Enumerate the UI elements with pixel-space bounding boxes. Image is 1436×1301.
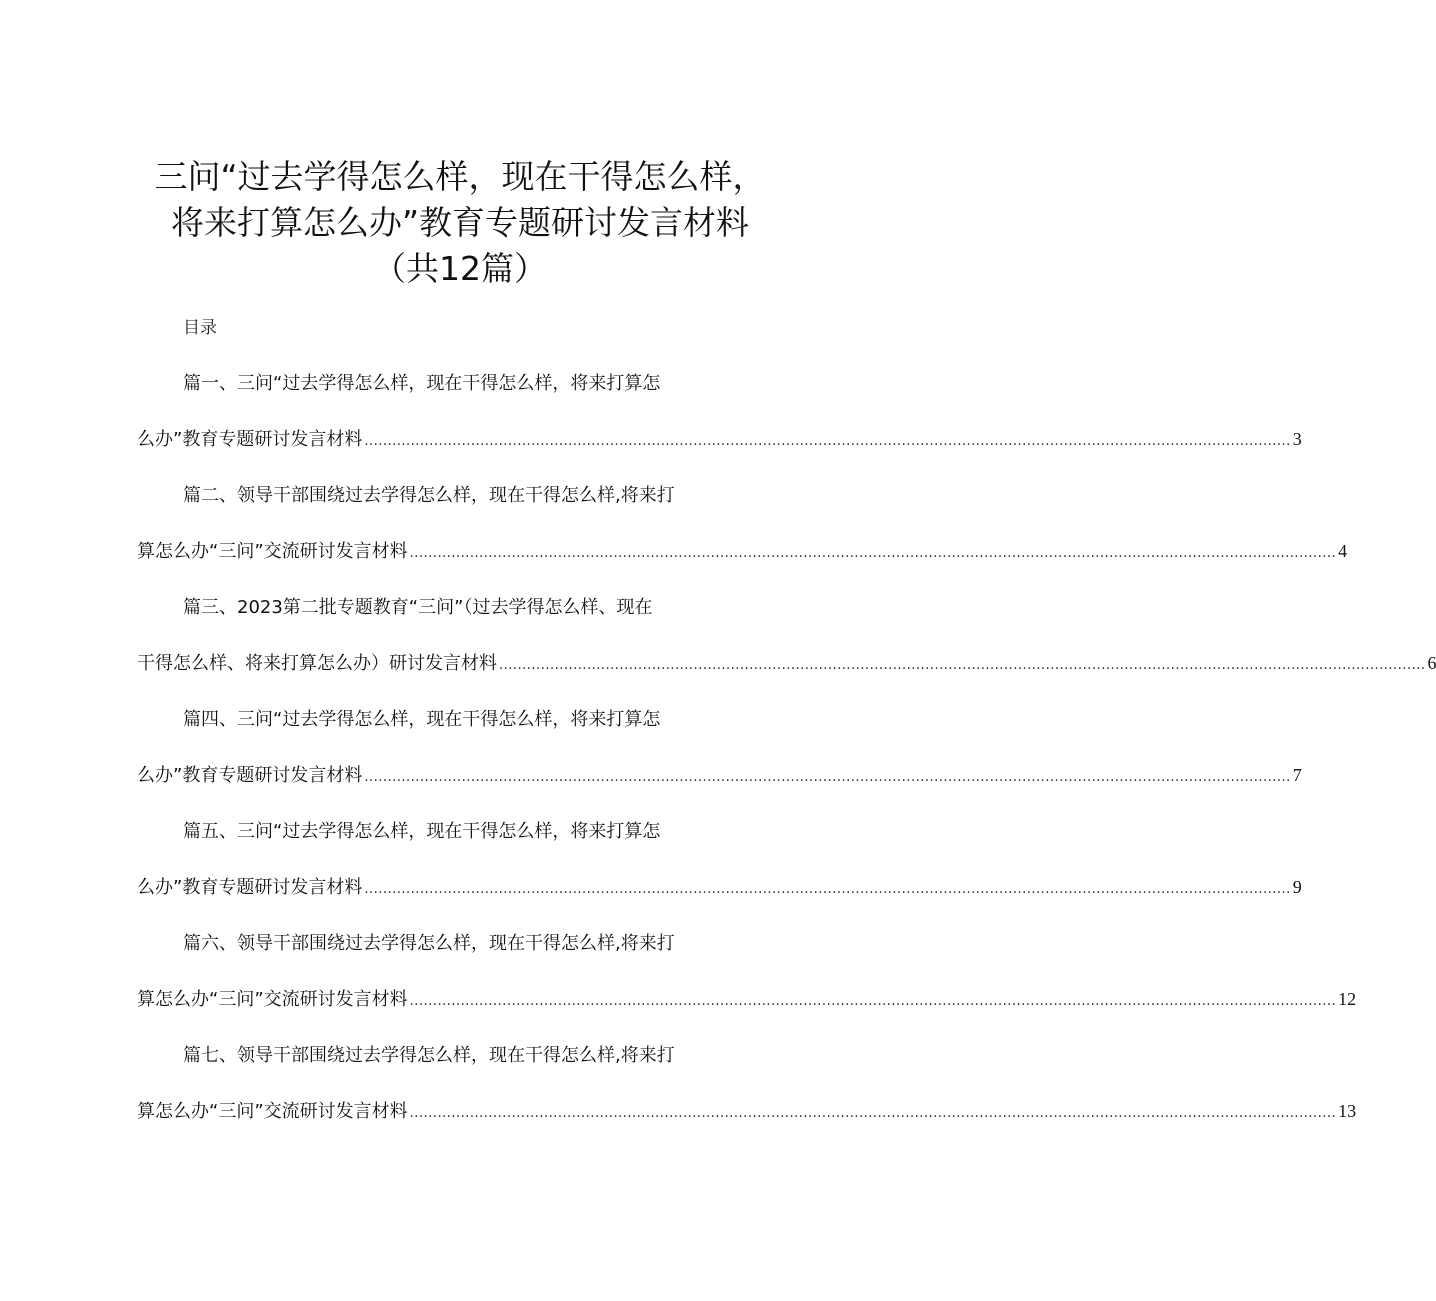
- toc-entry-text: 篇七、领导干部围绕过去学得怎么样，现在干得怎么样,将来打: [183, 1045, 675, 1066]
- dot-leader: ........................................................................................................................................................................................................: [364, 882, 1291, 897]
- toc-page-number: 3: [1292, 429, 1302, 449]
- toc-entry-text: 篇四、三问“过去学得怎么样，现在干得怎么样，将来打算怎: [183, 709, 661, 730]
- toc-page-number: 7: [1292, 765, 1302, 785]
- toc-entry-text: 篇六、领导干部围绕过去学得怎么样，现在干得怎么样,将来打: [183, 933, 675, 954]
- toc-entry-text-cont: 算怎么办“三问”交流研讨发言材料: [137, 989, 408, 1010]
- dot-leader: ........................................................................................................................................................................................................: [409, 994, 1337, 1009]
- toc-entry-text-cont: 么办”教育专题研讨发言材料: [137, 429, 363, 450]
- dot-leader: ........................................................................................................................................................................................................: [499, 658, 1426, 673]
- title-line-2: 将来打算怎么办”教育专题研讨发言材料: [170, 203, 750, 243]
- toc-entry-text-cont: 么办”教育专题研讨发言材料: [137, 765, 363, 786]
- dot-leader: ........................................................................................................................................................................................................: [409, 546, 1337, 561]
- toc-entry-text: 篇五、三问“过去学得怎么样，现在干得怎么样，将来打算怎: [183, 821, 661, 842]
- toc-entry-text-cont: 么办”教育专题研讨发言材料: [137, 877, 363, 898]
- toc-page-number: 13: [1338, 1101, 1357, 1121]
- document-title: [0, 154, 920, 292]
- toc-page-number: 9: [1292, 877, 1302, 897]
- toc-page-number: 12: [1338, 989, 1357, 1009]
- title-line-1: 三问“过去学得怎么样，现在干得怎么样，: [154, 157, 766, 197]
- toc-heading: 目录: [183, 318, 217, 338]
- dot-leader: ........................................................................................................................................................................................................: [364, 770, 1291, 785]
- toc-page-number: 4: [1338, 541, 1348, 561]
- toc-page-number: 6: [1427, 653, 1436, 673]
- toc-entry-text: 篇一、三问“过去学得怎么样，现在干得怎么样，将来打算怎: [183, 373, 661, 394]
- toc-entry-text: 篇三、2023第二批专题教育“三问”（过去学得怎么样、现在: [183, 597, 653, 618]
- dot-leader: ........................................................................................................................................................................................................: [364, 434, 1291, 449]
- toc-entry-text: 篇二、领导干部围绕过去学得怎么样，现在干得怎么样,将来打: [183, 485, 675, 506]
- toc-entry-text-cont: 算怎么办“三问”交流研讨发言材料: [137, 1101, 408, 1122]
- dot-leader: ........................................................................................................................................................................................................: [409, 1106, 1337, 1121]
- toc-entry-text-cont: 算怎么办“三问”交流研讨发言材料: [137, 541, 408, 562]
- toc-entry-text-cont: 干得怎么样、将来打算怎么办）研讨发言材料: [137, 653, 497, 674]
- title-line-3: （共12篇）: [373, 249, 547, 289]
